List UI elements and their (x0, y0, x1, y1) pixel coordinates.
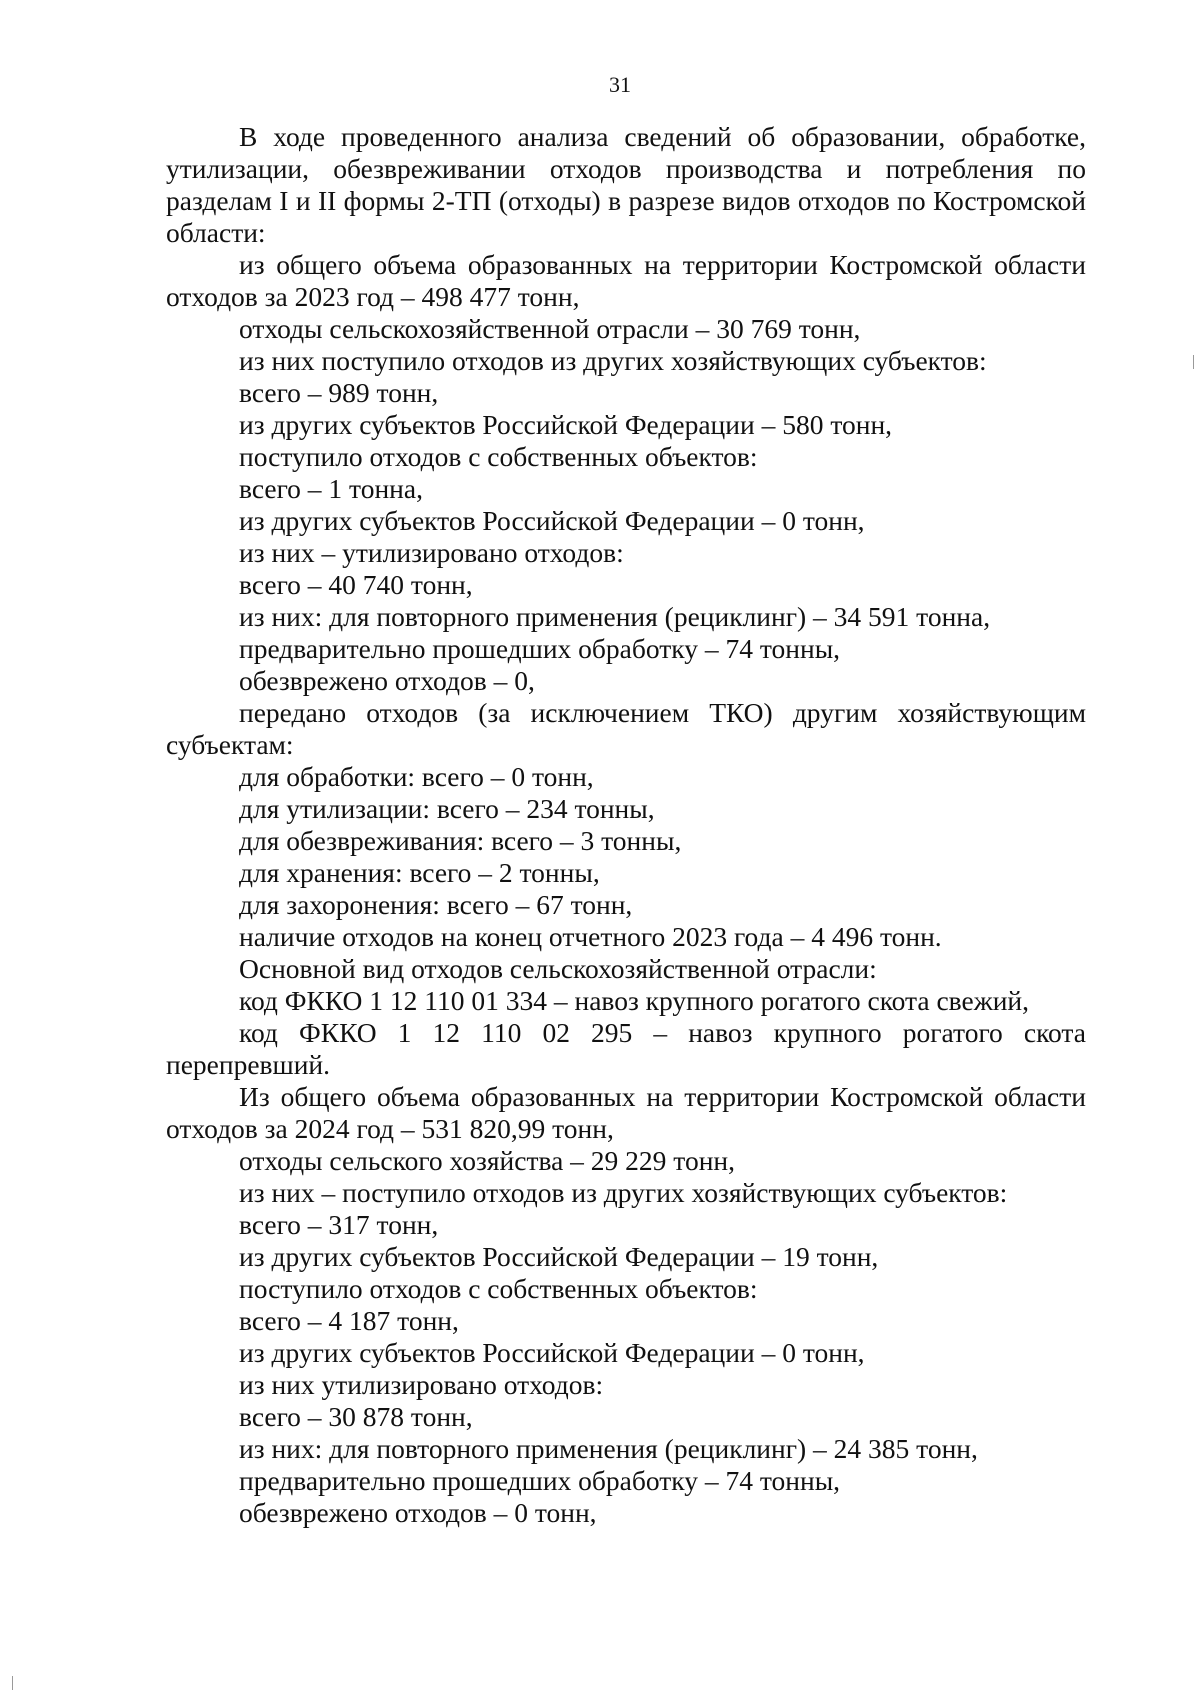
list-item: из них – утилизировано отходов: (239, 537, 624, 568)
list-item: обезврежено отходов – 0, (239, 665, 535, 696)
paragraph-intro: В ходе проведенного анализа сведений об образовании, обработке, утилизации, обезвреживании отходов производства и потребления по разделам I и II формы 2-ТП (отходы) в разрезе видов отходов по Костромской области: (166, 121, 1086, 248)
list-item: для обработки: всего – 0 тонн, (239, 761, 594, 792)
list-item: из них утилизировано отходов: (239, 1369, 604, 1400)
list-item: всего – 40 740 тонн, (239, 569, 473, 600)
list-item: всего – 30 878 тонн, (239, 1401, 473, 1432)
paragraph-2024-total: Из общего объема образованных на территории Костромской области отходов за 2024 год – 531 820,99 тонн, (166, 1081, 1086, 1144)
document-body (166, 121, 1086, 1529)
list-item: из других субъектов Российской Федерации – 580 тонн, (239, 409, 893, 440)
list-item: обезврежено отходов – 0 тонн, (239, 1497, 597, 1528)
list-item: Основной вид отходов сельскохозяйственной отрасли: (239, 953, 877, 984)
list-item: для утилизации: всего – 234 тонны, (239, 793, 655, 824)
list-item: всего – 4 187 тонн, (239, 1305, 459, 1336)
scan-edge-mark (12, 1676, 13, 1690)
list-item: из них поступило отходов из других хозяйствующих субъектов: (239, 345, 987, 376)
page-number: 31 (609, 72, 631, 97)
list-item: из других субъектов Российской Федерации – 0 тонн, (239, 505, 865, 536)
list-item: предварительно прошедших обработку – 74 тонны, (239, 633, 841, 664)
paragraph-fkko-code: код ФККО 1 12 110 02 295 – навоз крупного рогатого скота перепревший. (166, 1017, 1086, 1080)
list-item: всего – 317 тонн, (239, 1209, 439, 1240)
list-item: из них: для повторного применения (рециклинг) – 34 591 тонна, (239, 601, 991, 632)
scan-edge-mark (1193, 355, 1194, 369)
list-item: из других субъектов Российской Федерации – 0 тонн, (239, 1337, 865, 1368)
list-item: наличие отходов на конец отчетного 2023 года – 4 496 тонн. (239, 921, 942, 952)
list-item: для обезвреживания: всего – 3 тонны, (239, 825, 682, 856)
list-item: всего – 989 тонн, (239, 377, 439, 408)
list-item: для хранения: всего – 2 тонны, (239, 857, 600, 888)
list-item: из них: для повторного применения (рециклинг) – 24 385 тонн, (239, 1433, 978, 1464)
list-item: код ФККО 1 12 110 01 334 – навоз крупного рогатого скота свежий, (239, 985, 1030, 1016)
list-item: из других субъектов Российской Федерации – 19 тонн, (239, 1241, 879, 1272)
paragraph-transferred: передано отходов (за исключением ТКО) другим хозяйствующим субъектам: (166, 697, 1086, 760)
list-item: отходы сельского хозяйства – 29 229 тонн, (239, 1145, 736, 1176)
list-item: для захоронения: всего – 67 тонн, (239, 889, 633, 920)
list-item: всего – 1 тонна, (239, 473, 423, 504)
list-item: из них – поступило отходов из других хозяйствующих субъектов: (239, 1177, 1008, 1208)
paragraph-2023-total: из общего объема образованных на территории Костромской области отходов за 2023 год – 498 477 тонн, (166, 249, 1086, 312)
list-item: поступило отходов с собственных объектов: (239, 1273, 758, 1304)
list-item: отходы сельскохозяйственной отрасли – 30 769 тонн, (239, 313, 861, 344)
list-item: поступило отходов с собственных объектов: (239, 441, 758, 472)
list-item: предварительно прошедших обработку – 74 тонны, (239, 1465, 841, 1496)
